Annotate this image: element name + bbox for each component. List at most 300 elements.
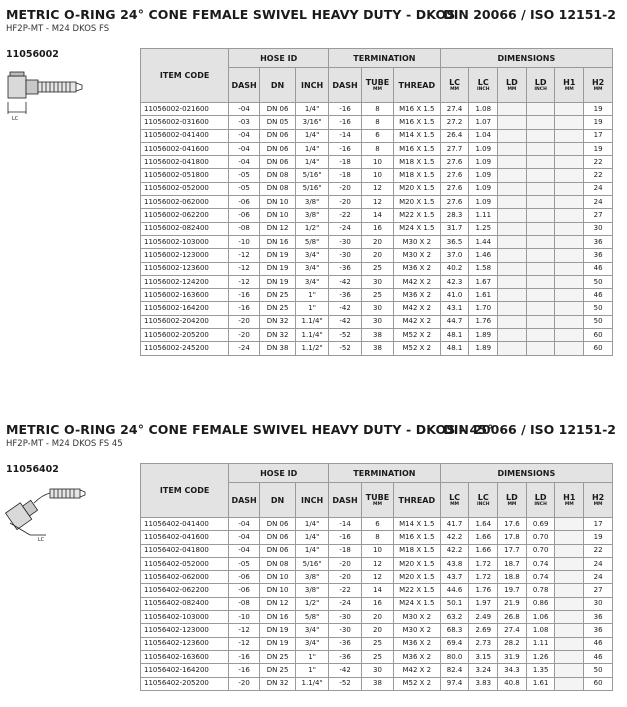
cell-ld-inch: 0.78 (526, 584, 555, 597)
cell-ld-inch (526, 156, 555, 169)
cell-ld-mm: 40.8 (498, 677, 527, 690)
col-lc-inch-label: LC (477, 493, 489, 502)
col-ld-mm-label: LD (506, 493, 518, 502)
cell-hose-dash: -06 (229, 571, 260, 584)
col-ld-inch (526, 68, 555, 103)
cell-ld-mm (498, 315, 527, 328)
cell-ld-mm (498, 142, 527, 155)
spec-table (140, 48, 613, 356)
cell-ld-mm: 18.8 (498, 571, 527, 584)
cell-hose-dash: -04 (229, 531, 260, 544)
cell-term-dash: -24 (329, 597, 362, 610)
cell-h1-mm (555, 156, 584, 169)
cell-hose-dn: DN 19 (260, 637, 296, 650)
col-dn: DN (260, 483, 296, 518)
cell-h2-mm: 19 (584, 142, 613, 155)
cell-h1-mm (555, 103, 584, 116)
cell-tube-mm: 20 (362, 235, 394, 248)
cell-term-dash: -18 (329, 169, 362, 182)
cell-lc-inch: 1.89 (469, 329, 498, 342)
cell-h1-mm (555, 677, 584, 690)
col-ld-mm-unit: MM (507, 502, 517, 507)
cell-hose-inch: 5/16" (296, 557, 329, 570)
cell-thread: M42 X 2 (393, 275, 440, 288)
table-row (141, 156, 613, 169)
cell-hose-inch: 3/8" (296, 209, 329, 222)
col-lc-inch-label: LC (477, 78, 489, 87)
cell-item-code: 11056002-164200 (141, 302, 229, 315)
cell-hose-dash: -08 (229, 597, 260, 610)
cell-hose-dash: -12 (229, 624, 260, 637)
cell-ld-mm (498, 302, 527, 315)
cell-term-dash: -20 (329, 557, 362, 570)
cell-term-dash: -16 (329, 531, 362, 544)
col-h2 (584, 68, 613, 103)
col-h1-unit: MM (564, 87, 574, 92)
cell-item-code: 11056002-041800 (141, 156, 229, 169)
cell-ld-mm: 21.9 (498, 597, 527, 610)
cell-tube-mm: 38 (362, 329, 394, 342)
cell-hose-inch: 1" (296, 664, 329, 677)
cell-term-dash: -52 (329, 329, 362, 342)
col-h2-unit: MM (593, 87, 603, 92)
col-tube-label: TUBE (365, 78, 390, 87)
cell-h2-mm: 24 (584, 571, 613, 584)
cell-lc-mm: 44.6 (440, 584, 469, 597)
cell-h2-mm: 22 (584, 156, 613, 169)
cell-thread: M30 X 2 (393, 235, 440, 248)
cell-tube-mm: 10 (362, 156, 394, 169)
cell-h2-mm: 46 (584, 637, 613, 650)
cell-h2-mm: 50 (584, 302, 613, 315)
cell-lc-inch: 1.09 (469, 156, 498, 169)
cell-item-code: 11056002-062000 (141, 196, 229, 209)
table-row (141, 103, 613, 116)
col-h1-unit: MM (564, 502, 574, 507)
cell-lc-inch: 1.89 (469, 342, 498, 355)
cell-hose-inch: 5/8" (296, 235, 329, 248)
cell-ld-mm (498, 235, 527, 248)
cell-tube-mm: 38 (362, 342, 394, 355)
col-lc-inch-unit: INCH (476, 502, 490, 507)
cell-ld-inch (526, 103, 555, 116)
cell-lc-inch: 1.46 (469, 249, 498, 262)
cell-hose-dn: DN 10 (260, 196, 296, 209)
cell-hose-dash: -05 (229, 557, 260, 570)
cell-lc-mm: 42.3 (440, 275, 469, 288)
cell-term-dash: -30 (329, 611, 362, 624)
cell-h1-mm (555, 637, 584, 650)
cell-item-code: 11056402-052000 (141, 557, 229, 570)
cell-ld-mm (498, 182, 527, 195)
cell-item-code: 11056402-205200 (141, 677, 229, 690)
cell-h2-mm: 46 (584, 262, 613, 275)
cell-tube-mm: 38 (362, 677, 394, 690)
cell-lc-inch: 1.72 (469, 557, 498, 570)
cell-h2-mm: 30 (584, 597, 613, 610)
cell-hose-inch: 1.1/4" (296, 315, 329, 328)
cell-ld-inch: 1.61 (526, 677, 555, 690)
cell-tube-mm: 30 (362, 315, 394, 328)
cell-hose-inch: 3/8" (296, 571, 329, 584)
cell-ld-inch: 0.70 (526, 531, 555, 544)
cell-ld-inch: 1.26 (526, 650, 555, 663)
group-hose-id: HOSE ID (229, 49, 329, 68)
cell-hose-dn: DN 06 (260, 518, 296, 531)
cell-item-code: 11056002-082400 (141, 222, 229, 235)
cell-h1-mm (555, 315, 584, 328)
cell-h1-mm (555, 262, 584, 275)
col-h2-label: H2 (591, 78, 605, 87)
table-row (141, 129, 613, 142)
cell-h2-mm: 17 (584, 518, 613, 531)
cell-thread: M20 X 1.5 (393, 557, 440, 570)
cell-h2-mm: 22 (584, 544, 613, 557)
cell-h1-mm (555, 531, 584, 544)
table-row (141, 544, 613, 557)
table-row (141, 235, 613, 248)
cell-lc-mm: 68.3 (440, 624, 469, 637)
cell-h1-mm (555, 116, 584, 129)
cell-lc-inch: 1.72 (469, 571, 498, 584)
cell-h2-mm: 36 (584, 624, 613, 637)
cell-h1-mm (555, 182, 584, 195)
45-degree-swivel-fitting-drawing-icon (4, 477, 88, 543)
cell-hose-dn: DN 19 (260, 624, 296, 637)
cell-ld-inch (526, 289, 555, 302)
cell-lc-inch: 1.08 (469, 103, 498, 116)
cell-ld-mm (498, 209, 527, 222)
cell-lc-inch: 1.09 (469, 142, 498, 155)
cell-hose-dash: -10 (229, 611, 260, 624)
cell-lc-inch: 1.25 (469, 222, 498, 235)
cell-h2-mm: 46 (584, 289, 613, 302)
cell-term-dash: -30 (329, 235, 362, 248)
cell-h1-mm (555, 664, 584, 677)
cell-thread: M30 X 2 (393, 611, 440, 624)
cell-h1-mm (555, 611, 584, 624)
table-row (141, 169, 613, 182)
col-lc-inch (469, 68, 498, 103)
group-dimensions: DIMENSIONS (440, 464, 612, 483)
cell-term-dash: -22 (329, 584, 362, 597)
cell-ld-mm (498, 169, 527, 182)
table-row (141, 302, 613, 315)
cell-hose-dash: -20 (229, 677, 260, 690)
cell-thread: M18 X 1.5 (393, 156, 440, 169)
cell-item-code: 11056002-062200 (141, 209, 229, 222)
cell-h1-mm (555, 196, 584, 209)
cell-h2-mm: 19 (584, 103, 613, 116)
cell-hose-inch: 3/4" (296, 624, 329, 637)
cell-term-dash: -52 (329, 677, 362, 690)
cell-ld-mm (498, 249, 527, 262)
cell-lc-mm: 48.1 (440, 342, 469, 355)
cell-h2-mm: 60 (584, 677, 613, 690)
cell-lc-mm: 27.4 (440, 103, 469, 116)
cell-hose-dn: DN 06 (260, 142, 296, 155)
group-termination: TERMINATION (329, 49, 441, 68)
cell-thread: M14 X 1.5 (393, 518, 440, 531)
cell-tube-mm: 30 (362, 275, 394, 288)
cell-item-code: 11056402-041600 (141, 531, 229, 544)
cell-hose-dash: -05 (229, 169, 260, 182)
cell-item-code: 11056002-021600 (141, 103, 229, 116)
cell-tube-mm: 30 (362, 302, 394, 315)
cell-ld-mm (498, 289, 527, 302)
cell-ld-mm (498, 103, 527, 116)
cell-item-code: 11056402-041400 (141, 518, 229, 531)
cell-term-dash: -36 (329, 289, 362, 302)
cell-hose-dash: -12 (229, 249, 260, 262)
cell-lc-mm: 43.1 (440, 302, 469, 315)
col-tube (362, 483, 394, 518)
col-tube-label: TUBE (365, 493, 390, 502)
cell-hose-dn: DN 10 (260, 584, 296, 597)
cell-thread: M52 X 2 (393, 329, 440, 342)
cell-tube-mm: 12 (362, 182, 394, 195)
cell-h2-mm: 50 (584, 275, 613, 288)
col-h2 (584, 483, 613, 518)
cell-term-dash: -16 (329, 116, 362, 129)
cell-ld-inch: 1.11 (526, 637, 555, 650)
cell-ld-mm (498, 196, 527, 209)
cell-lc-mm: 27.6 (440, 182, 469, 195)
cell-ld-inch (526, 249, 555, 262)
cell-lc-inch: 2.49 (469, 611, 498, 624)
cell-ld-mm: 28.2 (498, 637, 527, 650)
table-row (141, 624, 613, 637)
table-row (141, 597, 613, 610)
cell-hose-dn: DN 25 (260, 302, 296, 315)
table-row (141, 650, 613, 663)
col-thread: THREAD (393, 68, 440, 103)
cell-lc-mm: 41.0 (440, 289, 469, 302)
cell-lc-inch: 1.66 (469, 544, 498, 557)
cell-hose-inch: 1/4" (296, 142, 329, 155)
cell-tube-mm: 20 (362, 624, 394, 637)
cell-lc-inch: 1.09 (469, 196, 498, 209)
cell-tube-mm: 14 (362, 584, 394, 597)
cell-ld-mm (498, 262, 527, 275)
section-subtitle: HF2P-MT - M24 DKOS FS (6, 24, 110, 34)
cell-hose-dn: DN 25 (260, 664, 296, 677)
cell-thread: M24 X 1.5 (393, 597, 440, 610)
cell-ld-inch (526, 262, 555, 275)
cell-tube-mm: 8 (362, 531, 394, 544)
cell-thread: M36 X 2 (393, 637, 440, 650)
cell-term-dash: -42 (329, 275, 362, 288)
cell-ld-mm: 31.9 (498, 650, 527, 663)
cell-tube-mm: 6 (362, 129, 394, 142)
cell-hose-dash: -06 (229, 196, 260, 209)
cell-item-code: 11056402-163600 (141, 650, 229, 663)
table-row (141, 557, 613, 570)
cell-thread: M52 X 2 (393, 677, 440, 690)
cell-ld-inch (526, 302, 555, 315)
cell-tube-mm: 12 (362, 196, 394, 209)
col-h2-unit: MM (593, 502, 603, 507)
cell-h1-mm (555, 650, 584, 663)
table-row (141, 116, 613, 129)
cell-hose-dash: -12 (229, 262, 260, 275)
cell-lc-inch: 2.73 (469, 637, 498, 650)
table-row (141, 329, 613, 342)
cell-hose-dn: DN 32 (260, 315, 296, 328)
table-row (141, 289, 613, 302)
cell-h1-mm (555, 544, 584, 557)
cell-tube-mm: 30 (362, 664, 394, 677)
table-row (141, 209, 613, 222)
cell-term-dash: -42 (329, 315, 362, 328)
col-lc-mm (440, 68, 469, 103)
cell-hose-inch: 1/4" (296, 129, 329, 142)
cell-term-dash: -16 (329, 103, 362, 116)
cell-lc-mm: 27.7 (440, 142, 469, 155)
cell-thread: M22 X 1.5 (393, 209, 440, 222)
table-row (141, 531, 613, 544)
cell-lc-mm: 43.7 (440, 571, 469, 584)
table-row (141, 518, 613, 531)
cell-hose-inch: 5/8" (296, 611, 329, 624)
cell-hose-inch: 3/4" (296, 262, 329, 275)
cell-item-code: 11056402-123000 (141, 624, 229, 637)
cell-hose-dn: DN 08 (260, 182, 296, 195)
cell-ld-inch: 1.08 (526, 624, 555, 637)
cell-h2-mm: 17 (584, 129, 613, 142)
cell-hose-dash: -16 (229, 650, 260, 663)
cell-hose-dn: DN 19 (260, 275, 296, 288)
cell-h2-mm: 36 (584, 249, 613, 262)
cell-item-code: 11056402-103000 (141, 611, 229, 624)
section-title: METRIC O-RING 24° CONE FEMALE SWIVEL HEAVY DUTY - DKOS (6, 7, 456, 22)
cell-term-dash: -18 (329, 156, 362, 169)
cell-hose-inch: 1" (296, 302, 329, 315)
cell-ld-inch (526, 342, 555, 355)
cell-lc-inch: 2.69 (469, 624, 498, 637)
cell-hose-inch: 1" (296, 289, 329, 302)
cell-ld-mm: 18.7 (498, 557, 527, 570)
cell-term-dash: -36 (329, 650, 362, 663)
cell-term-dash: -18 (329, 544, 362, 557)
col-lc-mm (440, 483, 469, 518)
table-row (141, 664, 613, 677)
col-h1 (555, 483, 584, 518)
cell-hose-dn: DN 32 (260, 329, 296, 342)
table-row (141, 342, 613, 355)
cell-term-dash: -36 (329, 637, 362, 650)
table-row (141, 182, 613, 195)
table-row (141, 249, 613, 262)
cell-lc-inch: 1.66 (469, 531, 498, 544)
cell-h1-mm (555, 249, 584, 262)
cell-ld-inch: 1.35 (526, 664, 555, 677)
cell-lc-inch: 1.76 (469, 584, 498, 597)
cell-thread: M20 X 1.5 (393, 182, 440, 195)
cell-hose-inch: 3/8" (296, 584, 329, 597)
cell-tube-mm: 8 (362, 116, 394, 129)
col-ld-mm (498, 483, 527, 518)
table-row (141, 584, 613, 597)
cell-hose-dn: DN 16 (260, 235, 296, 248)
cell-term-dash: -20 (329, 182, 362, 195)
cell-lc-inch: 1.09 (469, 182, 498, 195)
cell-ld-mm (498, 275, 527, 288)
col-term-dash: DASH (329, 483, 362, 518)
cell-tube-mm: 8 (362, 103, 394, 116)
cell-lc-inch: 1.61 (469, 289, 498, 302)
cell-ld-inch: 1.06 (526, 611, 555, 624)
svg-text:LC: LC (12, 116, 19, 122)
cell-h1-mm (555, 129, 584, 142)
cell-lc-inch: 1.09 (469, 169, 498, 182)
cell-h1-mm (555, 302, 584, 315)
cell-h2-mm: 36 (584, 611, 613, 624)
cell-h2-mm: 50 (584, 664, 613, 677)
cell-hose-dn: DN 10 (260, 209, 296, 222)
cell-hose-dash: -16 (229, 289, 260, 302)
section-subtitle: HF2P-MT - M24 DKOS FS 45 (6, 439, 123, 449)
cell-item-code: 11056002-052000 (141, 182, 229, 195)
cell-h2-mm: 60 (584, 329, 613, 342)
col-lc-mm-label: LC (449, 493, 461, 502)
cell-ld-inch (526, 116, 555, 129)
cell-hose-dn: DN 08 (260, 169, 296, 182)
cell-h1-mm (555, 518, 584, 531)
cell-item-code: 11056402-082400 (141, 597, 229, 610)
col-h1 (555, 68, 584, 103)
col-term-dash: DASH (329, 68, 362, 103)
cell-ld-mm (498, 222, 527, 235)
standard-reference: DIN 20066 / ISO 12151-2 (443, 7, 616, 22)
table-row (141, 677, 613, 690)
cell-thread: M16 X 1.5 (393, 531, 440, 544)
cell-tube-mm: 25 (362, 289, 394, 302)
cell-lc-mm: 36.5 (440, 235, 469, 248)
cell-ld-mm (498, 156, 527, 169)
cell-h1-mm (555, 329, 584, 342)
cell-hose-dn: DN 25 (260, 650, 296, 663)
cell-ld-inch (526, 222, 555, 235)
cell-ld-inch (526, 169, 555, 182)
cell-ld-mm: 17.8 (498, 531, 527, 544)
cell-hose-inch: 1/4" (296, 531, 329, 544)
col-tube-unit: MM (372, 87, 382, 92)
cell-hose-dn: DN 06 (260, 129, 296, 142)
cell-ld-inch (526, 209, 555, 222)
col-inch: INCH (296, 68, 329, 103)
cell-hose-inch: 1/4" (296, 103, 329, 116)
cell-lc-mm: 42.2 (440, 544, 469, 557)
cell-ld-mm: 34.3 (498, 664, 527, 677)
cell-item-code: 11056002-123000 (141, 249, 229, 262)
cell-term-dash: -52 (329, 342, 362, 355)
cell-item-code: 11056002-124200 (141, 275, 229, 288)
cell-thread: M42 X 2 (393, 315, 440, 328)
cell-lc-inch: 1.97 (469, 597, 498, 610)
cell-hose-inch: 1/2" (296, 597, 329, 610)
col-dn: DN (260, 68, 296, 103)
cell-item-code: 11056402-062000 (141, 571, 229, 584)
cell-lc-mm: 41.7 (440, 518, 469, 531)
cell-thread: M36 X 2 (393, 289, 440, 302)
cell-ld-inch: 0.70 (526, 544, 555, 557)
cell-h2-mm: 24 (584, 182, 613, 195)
cell-item-code: 11056402-164200 (141, 664, 229, 677)
cell-thread: M18 X 1.5 (393, 169, 440, 182)
section-title: METRIC O-RING 24° CONE FEMALE SWIVEL HEAVY DUTY - DKOS - 45° (6, 422, 494, 437)
cell-tube-mm: 16 (362, 222, 394, 235)
